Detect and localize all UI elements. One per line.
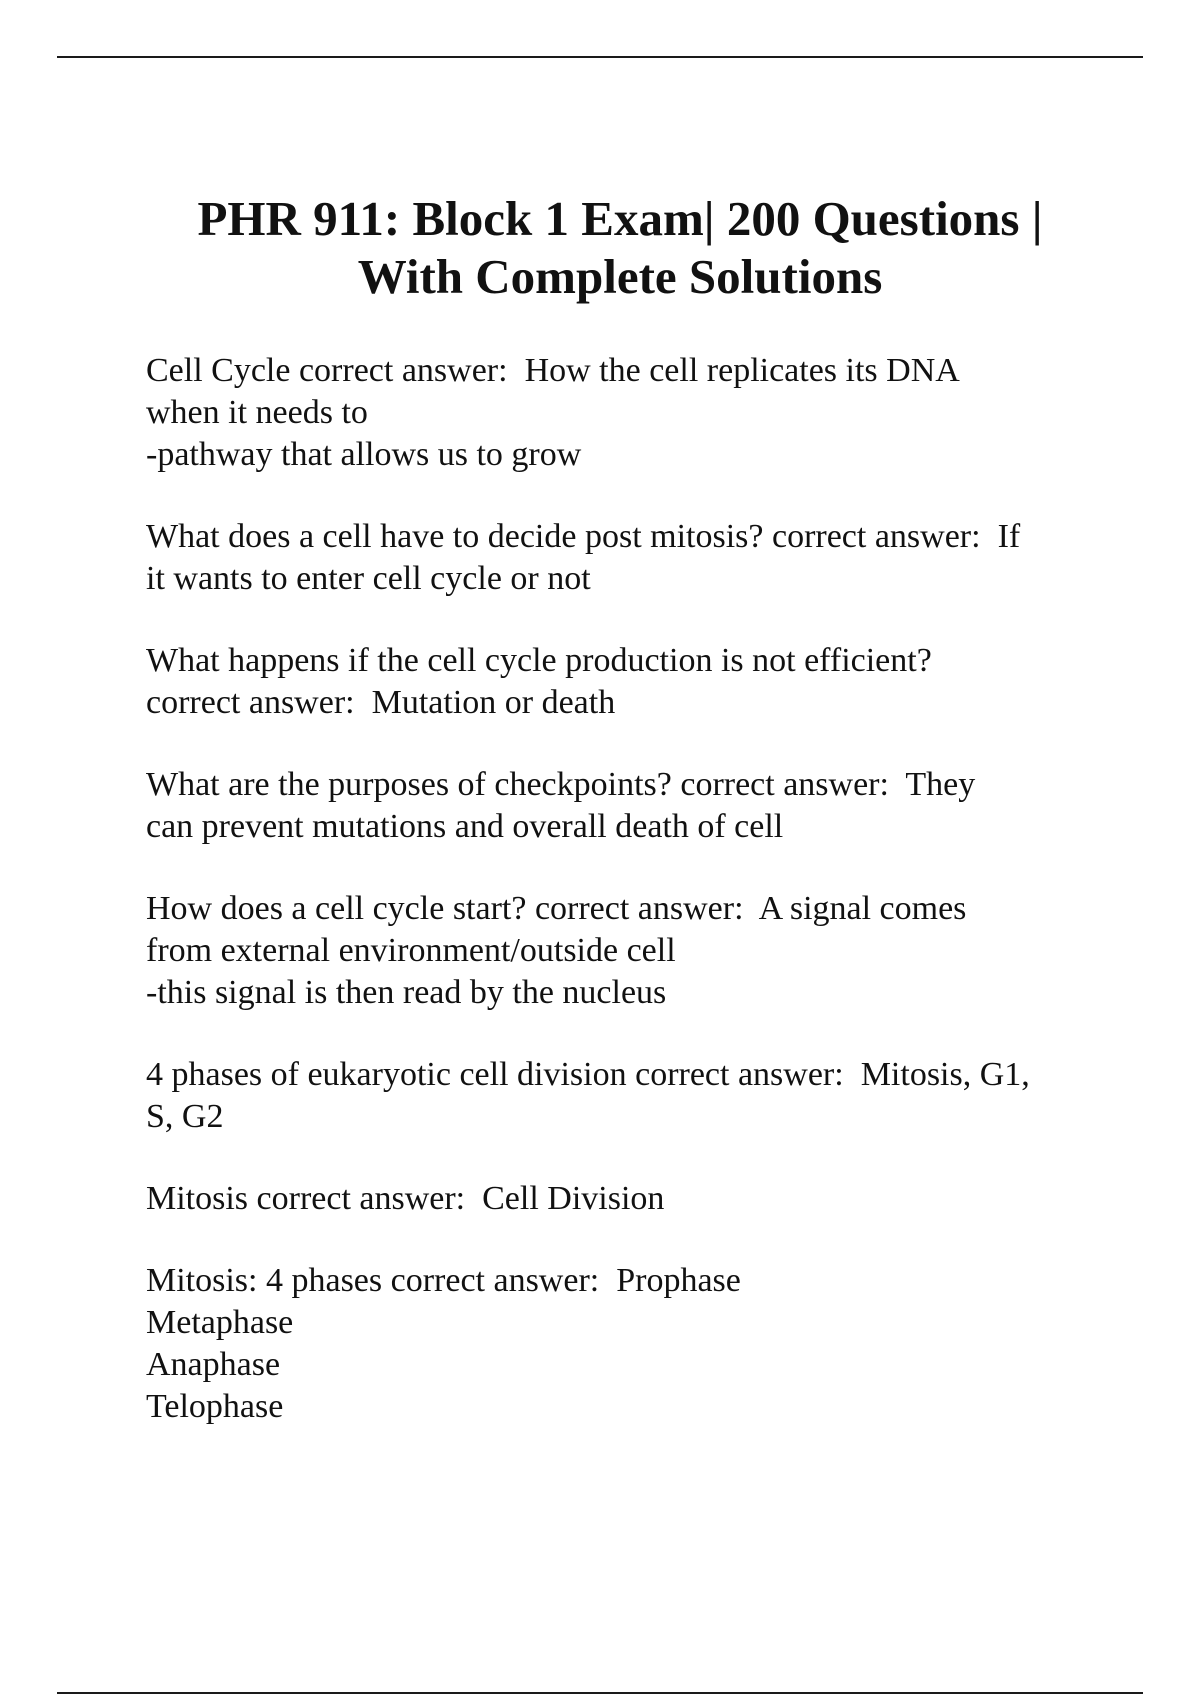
qa-item-checkpoints [146,764,1106,848]
qa-line: when it needs to [146,394,368,431]
qa-line: What does a cell have to decide post mitosis? correct answer: If [146,518,1021,555]
bottom-divider [57,1692,1143,1694]
title-line: With Complete Solutions [357,249,883,304]
qa-line: correct answer: Mutation or death [146,684,616,721]
qa-line: Telophase [146,1388,284,1425]
qa-line: Mitosis: 4 phases correct answer: Prophase [146,1262,741,1299]
qa-line: it wants to enter cell cycle or not [146,560,591,597]
qa-line: What are the purposes of checkpoints? correct answer: They [146,766,976,803]
qa-item-mitosis-phases [146,1260,1106,1428]
qa-item-post-mitosis [146,516,1106,600]
qa-item-four-phases [146,1054,1106,1138]
qa-item-cell-cycle [146,350,1106,476]
question-answer-list [146,350,1106,1468]
top-divider [57,56,1143,58]
qa-line: -pathway that allows us to grow [146,436,582,473]
qa-line: Anaphase [146,1346,281,1383]
qa-line: 4 phases of eukaryotic cell division correct answer: Mitosis, G1, [146,1056,1030,1093]
qa-line: Metaphase [146,1304,294,1341]
qa-item-mitosis [146,1178,1106,1220]
qa-line: can prevent mutations and overall death of cell [146,808,784,845]
qa-item-inefficient-production [146,640,1106,724]
qa-line: S, G2 [146,1098,224,1135]
qa-line: Cell Cycle correct answer: How the cell replicates its DNA [146,352,960,389]
qa-item-cycle-start [146,888,1106,1014]
qa-line: from external environment/outside cell [146,932,676,969]
qa-line: What happens if the cell cycle production is not efficient? [146,642,932,679]
document-title [100,190,1140,306]
qa-line: How does a cell cycle start? correct answer: A signal comes [146,890,967,927]
qa-line: -this signal is then read by the nucleus [146,974,667,1011]
qa-line: Mitosis correct answer: Cell Division [146,1180,665,1217]
title-line: PHR 911: Block 1 Exam| 200 Questions | [197,191,1043,246]
